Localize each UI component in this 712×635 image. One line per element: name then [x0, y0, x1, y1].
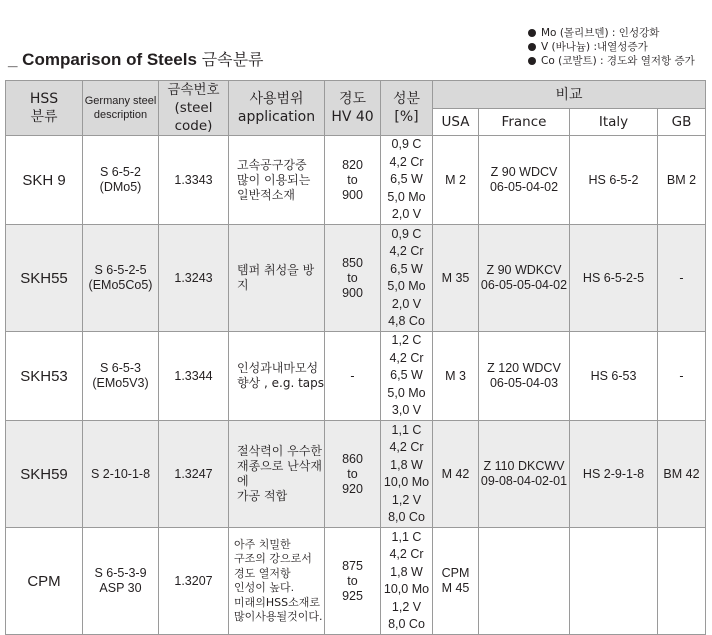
cell-france: Z 110 DKCWV 09-08-04-02-01	[479, 421, 570, 528]
cell-usa: M 3	[433, 332, 479, 421]
alloy-legend	[528, 26, 695, 68]
cell-usa: M 2	[433, 136, 479, 225]
cell-italy: HS 6-53	[570, 332, 658, 421]
cell-application: 아주 치밀한 구조의 강으로서 경도 열저항 인성이 높다. 미래의HSS소재로 많이사용될것이다.	[229, 528, 325, 635]
header-application: 사용범위 application	[229, 81, 325, 136]
cell-application: 고속공구강중 많이 이용되는 일반적소재	[229, 136, 325, 225]
cell-gb: BM 2	[658, 136, 706, 225]
header-compare: 비교	[433, 81, 706, 109]
cell-gb: BM 42	[658, 421, 706, 528]
cell-italy: HS 6-5-2	[570, 136, 658, 225]
cell-grade: SKH 9	[6, 136, 83, 225]
cell-application: 인성과내마모성 향상 , e.g. taps	[229, 332, 325, 421]
cell-usa: CPM M 45	[433, 528, 479, 635]
header-steel-code: 금속번호 (steel code)	[159, 81, 229, 136]
cell-composition: 0,9 C 4,2 Cr 6,5 W 5,0 Mo 2,0 V 4,8 Co	[381, 225, 433, 332]
cell-germany: S 2-10-1-8	[83, 421, 159, 528]
cell-composition: 1,1 C 4,2 Cr 1,8 W 10,0 Mo 1,2 V 8,0 Co	[381, 528, 433, 635]
cell-composition: 0,9 C 4,2 Cr 6,5 W 5,0 Mo 2,0 V	[381, 136, 433, 225]
cell-usa: M 42	[433, 421, 479, 528]
cell-france	[479, 528, 570, 635]
cell-code: 1.3207	[159, 528, 229, 635]
cell-hardness: 875 to 925	[325, 528, 381, 635]
bullet-icon	[528, 57, 536, 65]
cell-gb: -	[658, 332, 706, 421]
page-title: _ Comparison of Steels 금속분류	[8, 50, 264, 69]
cell-grade: SKH55	[6, 225, 83, 332]
cell-composition: 1,1 C 4,2 Cr 1,8 W 10,0 Mo 1,2 V 8,0 Co	[381, 421, 433, 528]
header-hardness: 경도 HV 40	[325, 81, 381, 136]
cell-france: Z 90 WDKCV 06-05-05-04-02	[479, 225, 570, 332]
cell-germany: S 6-5-3-9 ASP 30	[83, 528, 159, 635]
cell-italy	[570, 528, 658, 635]
bullet-icon	[528, 43, 536, 51]
cell-gb	[658, 528, 706, 635]
cell-italy: HS 6-5-2-5	[570, 225, 658, 332]
cell-hardness: 820 to 900	[325, 136, 381, 225]
cell-composition: 1,2 C 4,2 Cr 6,5 W 5,0 Mo 3,0 V	[381, 332, 433, 421]
header-usa: USA	[433, 109, 479, 136]
legend-item-v: V (바나늄) :내열성증가	[528, 40, 695, 54]
cell-germany: S 6-5-3 (EMo5V3)	[83, 332, 159, 421]
cell-usa: M 35	[433, 225, 479, 332]
table-row	[6, 421, 706, 528]
table-row	[6, 225, 706, 332]
cell-france: Z 90 WDCV 06-05-04-02	[479, 136, 570, 225]
cell-code: 1.3247	[159, 421, 229, 528]
cell-grade: SKH59	[6, 421, 83, 528]
table-row	[6, 528, 706, 635]
cell-germany: S 6-5-2 (DMo5)	[83, 136, 159, 225]
cell-hardness: 850 to 900	[325, 225, 381, 332]
cell-gb: -	[658, 225, 706, 332]
header-composition: 성분 [%]	[381, 81, 433, 136]
table-row	[6, 136, 706, 225]
table-row	[6, 332, 706, 421]
cell-code: 1.3243	[159, 225, 229, 332]
cell-code: 1.3344	[159, 332, 229, 421]
legend-item-mo: Mo (몰리브덴) : 인성강화	[528, 26, 695, 40]
legend-item-co: Co (코발트) : 경도와 열저항 증가	[528, 54, 695, 68]
cell-italy: HS 2-9-1-8	[570, 421, 658, 528]
cell-grade: CPM	[6, 528, 83, 635]
cell-application: 템퍼 취성을 방지	[229, 225, 325, 332]
cell-hardness: 860 to 920	[325, 421, 381, 528]
header-italy: Italy	[570, 109, 658, 136]
cell-germany: S 6-5-2-5 (EMo5Co5)	[83, 225, 159, 332]
steel-comparison-table	[5, 80, 706, 635]
cell-grade: SKH53	[6, 332, 83, 421]
header-france: France	[479, 109, 570, 136]
header-gb: GB	[658, 109, 706, 136]
bullet-icon	[528, 29, 536, 37]
header-germany: Germany steel description	[83, 81, 159, 136]
cell-code: 1.3343	[159, 136, 229, 225]
header-hss: HSS 분류	[6, 81, 83, 136]
cell-hardness: -	[325, 332, 381, 421]
cell-france: Z 120 WDCV 06-05-04-03	[479, 332, 570, 421]
cell-application: 절삭력이 우수한 재종으로 난삭재에 가공 적합	[229, 421, 325, 528]
